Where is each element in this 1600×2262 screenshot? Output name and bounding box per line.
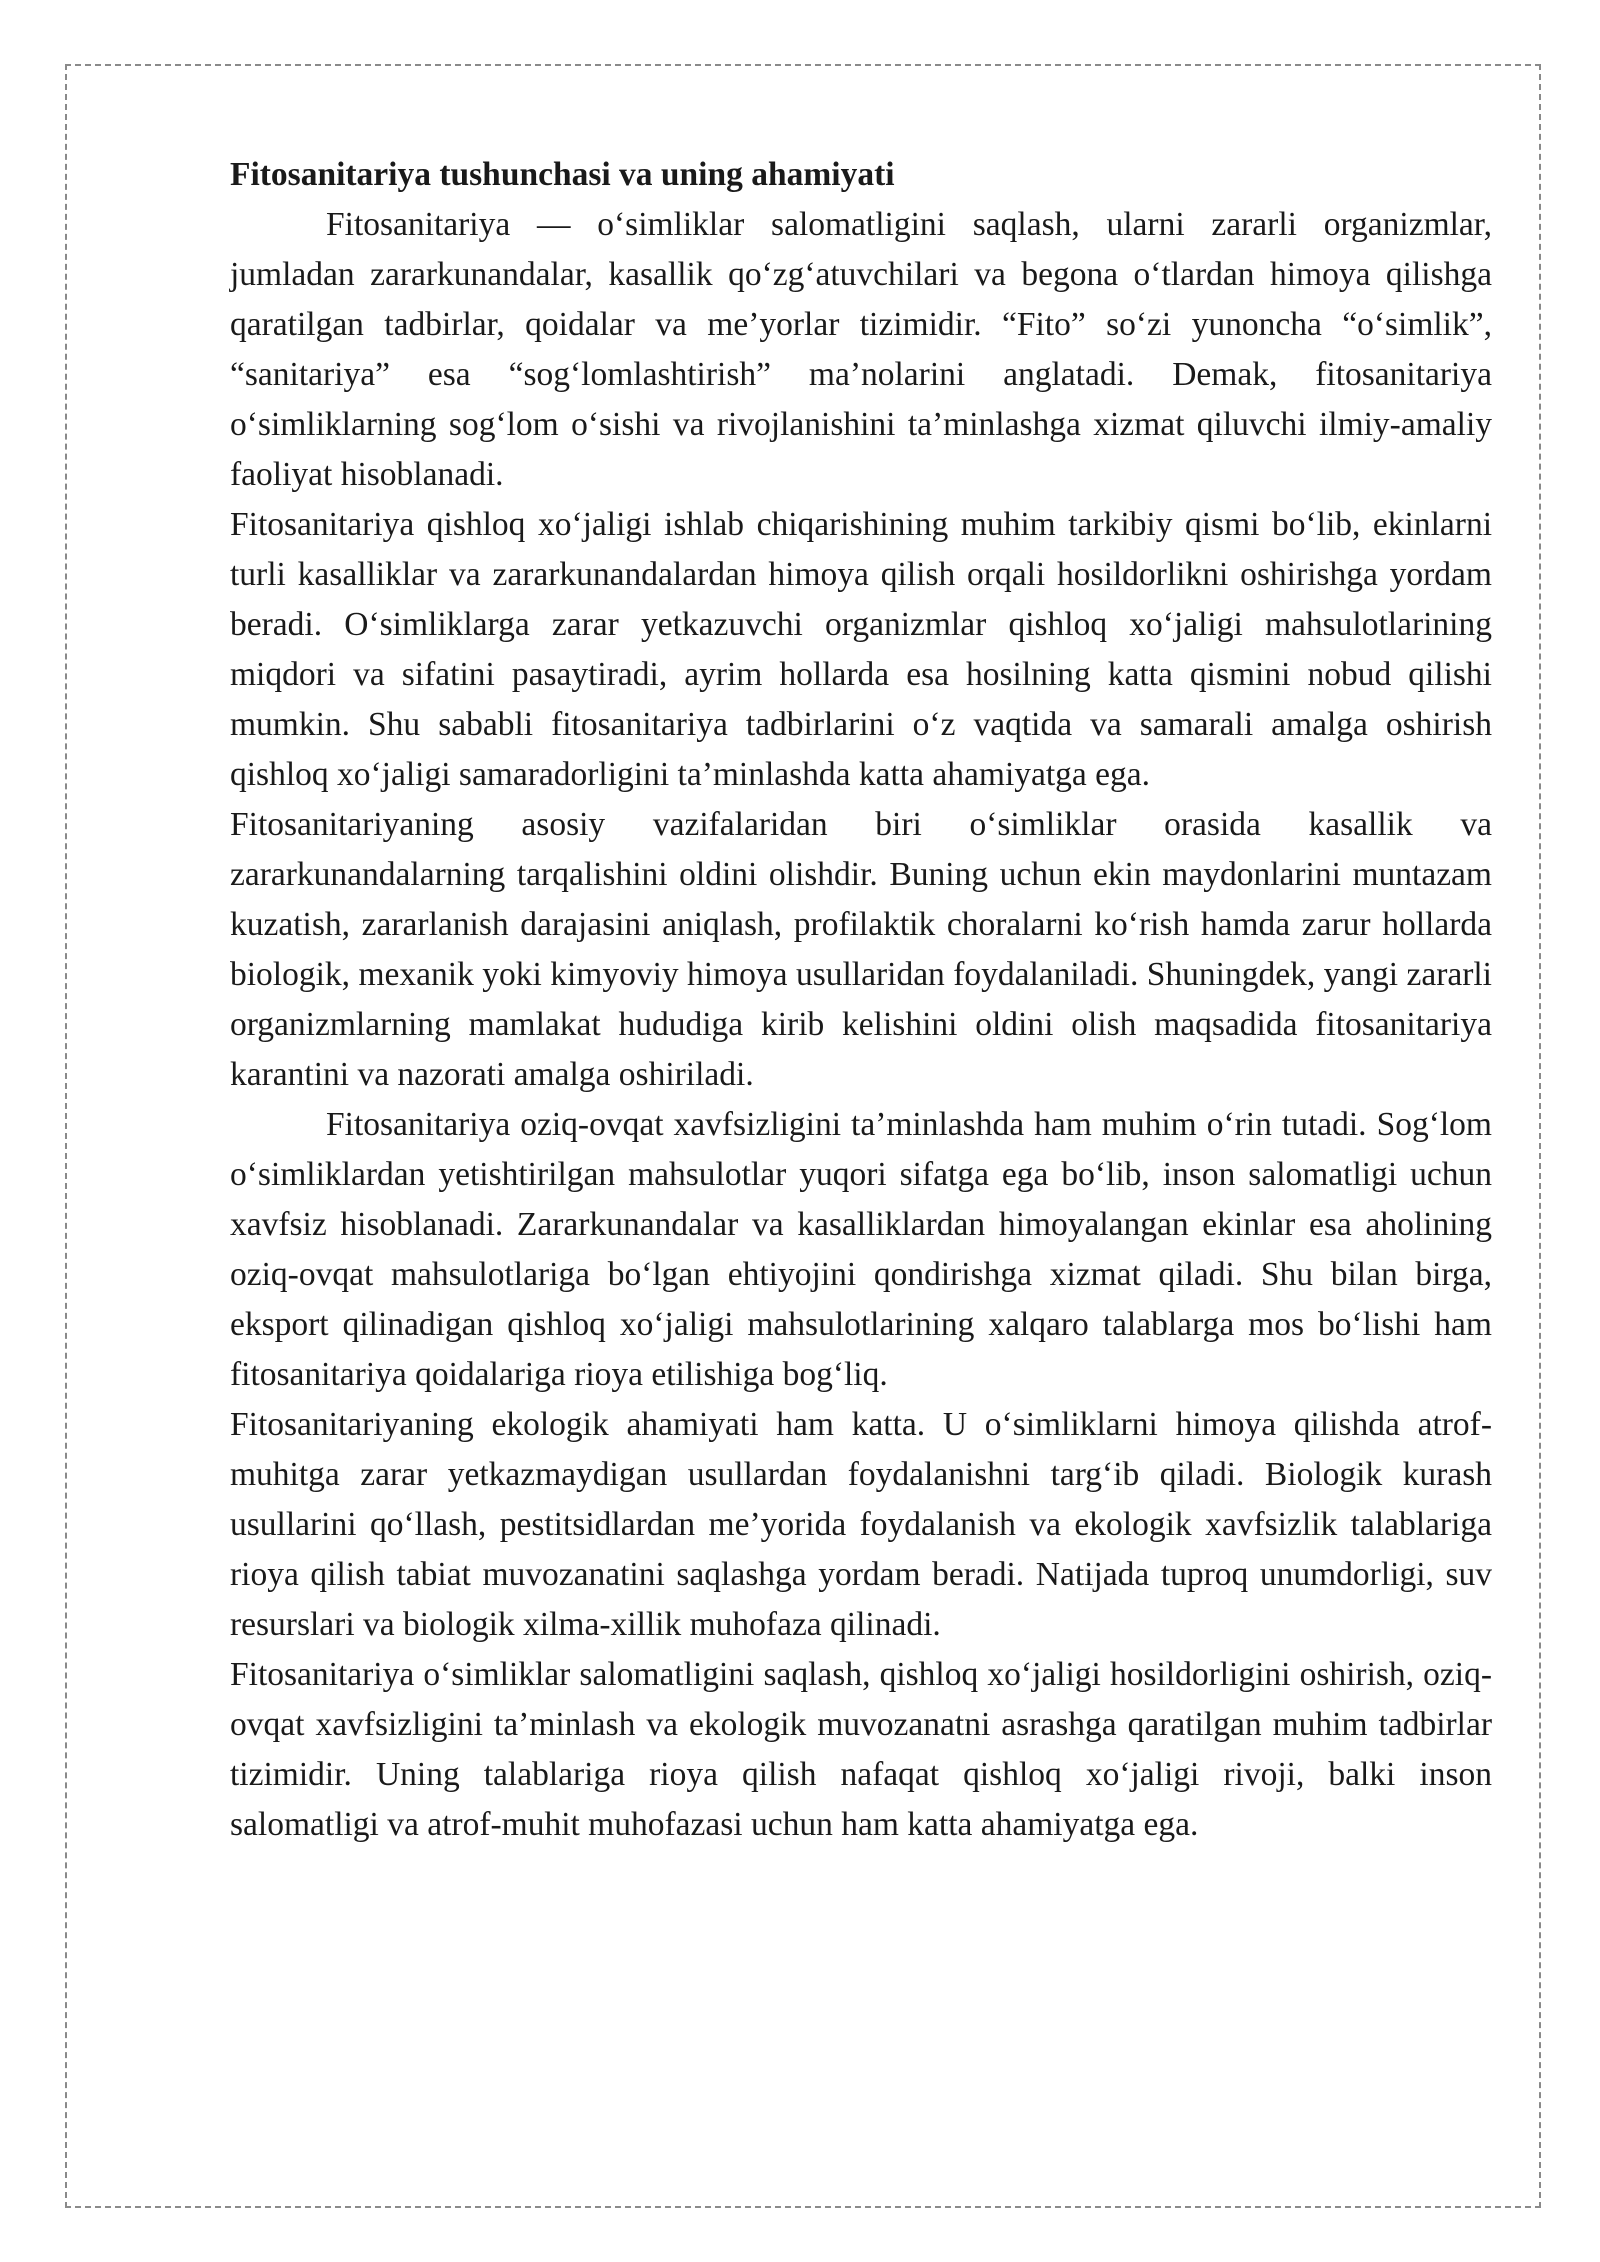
paragraph-definition: Fitosanitariya — o‘simliklar salomatligini saqlash, ularni zararli organizmlar, jumladan zararkunandalar, kasallik qo‘zg‘atuvchilari va begona o‘tlardan himoya qilishga qaratilgan tadbirlar, qoidalar va me’yorlar tizimidir. “Fito” so‘zi yunoncha “o‘simlik”, “sanitariya” esa “sog‘lomlashtirish” ma’nolarini anglatadi. Demak, fitosanitariya o‘simliklarning sog‘lom o‘sishi va rivojlanishini ta’minlashga xizmat qiluvchi ilmiy-amaliy faoliyat hisoblanadi. xyxy=(230,206,1492,493)
document-body xyxy=(230,150,1492,1850)
paragraph-ecology: Fitosanitariyaning ekologik ahamiyati ham katta. U o‘simliklarni himoya qilishda atrof-muhitga zarar yetkazmaydigan usullardan foydalanishni targ‘ib qiladi. Biologik kurash usullarini qo‘llash, pestitsidlardan me’yorida foydalanish va ekologik xavfsizlik talablariga rioya qilish tabiat muvozanatini saqlashga yordam beradi. Natijada tuproq unumdorligi, suv resurslari va biologik xilma-xillik muhofaza qilinadi. xyxy=(230,1406,1492,1643)
paragraph-agriculture: Fitosanitariya qishloq xo‘jaligi ishlab chiqarishining muhim tarkibiy qismi bo‘lib, ekinlarni turli kasalliklar va zararkunandalardan himoya qilish orqali hosildorlikni oshirishga yordam beradi. O‘simliklarga zarar yetkazuvchi organizmlar qishloq xo‘jaligi mahsulotlarining miqdori va sifatini pasaytiradi, ayrim hollarda esa hosilning katta qismini nobud qilishi mumkin. Shu sababli fitosanitariya tadbirlarini o‘z vaqtida va samarali amalga oshirish qishloq xo‘jaligi samaradorligini ta’minlashda katta ahamiyatga ega. xyxy=(230,506,1492,793)
document-title: Fitosanitariya tushunchasi va uning ahamiyati xyxy=(230,156,895,193)
paragraph-tasks: Fitosanitariyaning asosiy vazifalaridan biri o‘simliklar orasida kasallik va zararkunandalarning tarqalishini oldini olishdir. Buning uchun ekin maydonlarini muntazam kuzatish, zararlanish darajasini aniqlash, profilaktik choralarni ko‘rish hamda zarur hollarda biologik, mexanik yoki kimyoviy himoya usullaridan foydalaniladi. Shuningdek, yangi zararli organizmlarning mamlakat hududiga kirib kelishini oldini olish maqsadida fitosanitariya karantini va nazorati amalga oshiriladi. xyxy=(230,806,1492,1093)
paragraph-conclusion: Fitosanitariya o‘simliklar salomatligini saqlash, qishloq xo‘jaligi hosildorligini oshirish, oziq-ovqat xavfsizligini ta’minlash va ekologik muvozanatni asrashga qaratilgan muhim tadbirlar tizimidir. Uning talablariga rioya qilish nafaqat qishloq xo‘jaligi rivoji, balki inson salomatligi va atrof-muhit muhofazasi uchun ham katta ahamiyatga ega. xyxy=(230,1656,1492,1843)
paragraph-food-safety: Fitosanitariya oziq-ovqat xavfsizligini ta’minlashda ham muhim o‘rin tutadi. Sog‘lom o‘simliklardan yetishtirilgan mahsulotlar yuqori sifatga ega bo‘lib, inson salomatligi uchun xavfsiz hisoblanadi. Zararkunandalar va kasalliklardan himoyalangan ekinlar esa aholining oziq-ovqat mahsulotlariga bo‘lgan ehtiyojini qondirishga xizmat qiladi. Shu bilan birga, eksport qilinadigan qishloq xo‘jaligi mahsulotlarining xalqaro talablarga mos bo‘lishi ham fitosanitariya qoidalariga rioya etilishiga bog‘liq. xyxy=(230,1106,1492,1393)
